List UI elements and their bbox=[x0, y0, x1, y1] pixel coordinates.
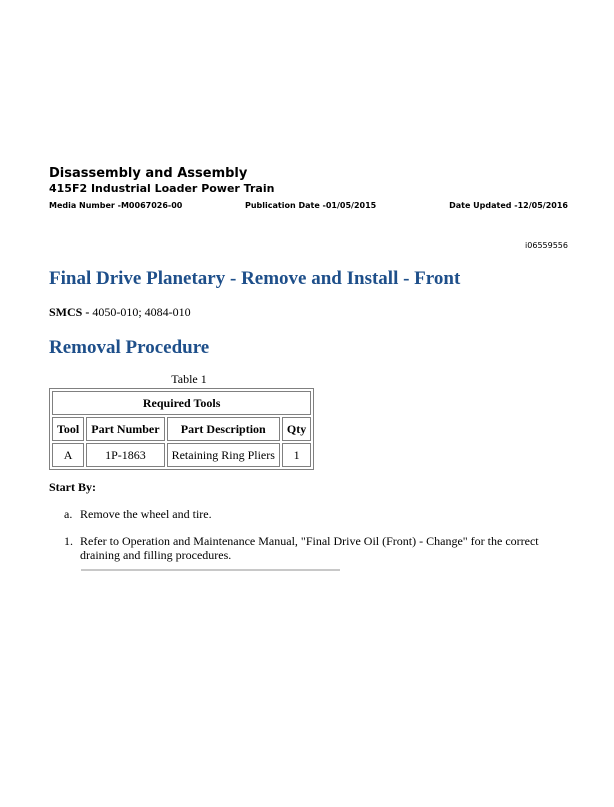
document-subtitle: 415F2 Industrial Loader Power Train bbox=[49, 182, 275, 195]
cell-qty: 1 bbox=[282, 443, 311, 467]
table-heading: Required Tools bbox=[52, 391, 311, 415]
smcs-label: SMCS - bbox=[49, 305, 90, 319]
media-number: Media Number -M0067026-00 bbox=[49, 201, 183, 210]
document-id: i06559556 bbox=[525, 241, 568, 250]
start-by-label: Start By: bbox=[49, 480, 96, 494]
column-header-tool: Tool bbox=[52, 417, 84, 441]
step-marker: 1. bbox=[64, 534, 73, 548]
step-text: Refer to Operation and Maintenance Manual, "Final Drive Oil (Front) - Change" for the correct draining and filling procedures. bbox=[80, 534, 539, 562]
column-header-part-number: Part Number bbox=[86, 417, 164, 441]
document-type: Disassembly and Assembly bbox=[49, 166, 248, 181]
cell-tool: A bbox=[52, 443, 84, 467]
cell-part-number: 1P-1863 bbox=[86, 443, 164, 467]
date-updated: Date Updated -12/05/2016 bbox=[449, 201, 568, 210]
column-header-part-description: Part Description bbox=[167, 417, 280, 441]
step-marker: a. bbox=[64, 507, 73, 521]
step-text: Remove the wheel and tire. bbox=[80, 507, 212, 521]
table-caption: Table 1 bbox=[171, 372, 207, 386]
smcs-codes bbox=[49, 304, 191, 320]
document-header bbox=[49, 166, 568, 213]
publication-date: Publication Date -01/05/2015 bbox=[245, 201, 377, 210]
divider bbox=[81, 569, 340, 571]
smcs-values: 4050-010; 4084-010 bbox=[92, 305, 191, 319]
table-row bbox=[52, 443, 311, 467]
section-title: Removal Procedure bbox=[49, 337, 210, 358]
column-header-qty: Qty bbox=[282, 417, 311, 441]
table-heading-row bbox=[52, 391, 311, 415]
required-tools-table bbox=[49, 388, 314, 470]
cell-part-description: Retaining Ring Pliers bbox=[167, 443, 280, 467]
page-title: Final Drive Planetary - Remove and Install - Front bbox=[49, 268, 461, 289]
metadata-row bbox=[49, 199, 568, 213]
table-header-row bbox=[52, 417, 311, 441]
